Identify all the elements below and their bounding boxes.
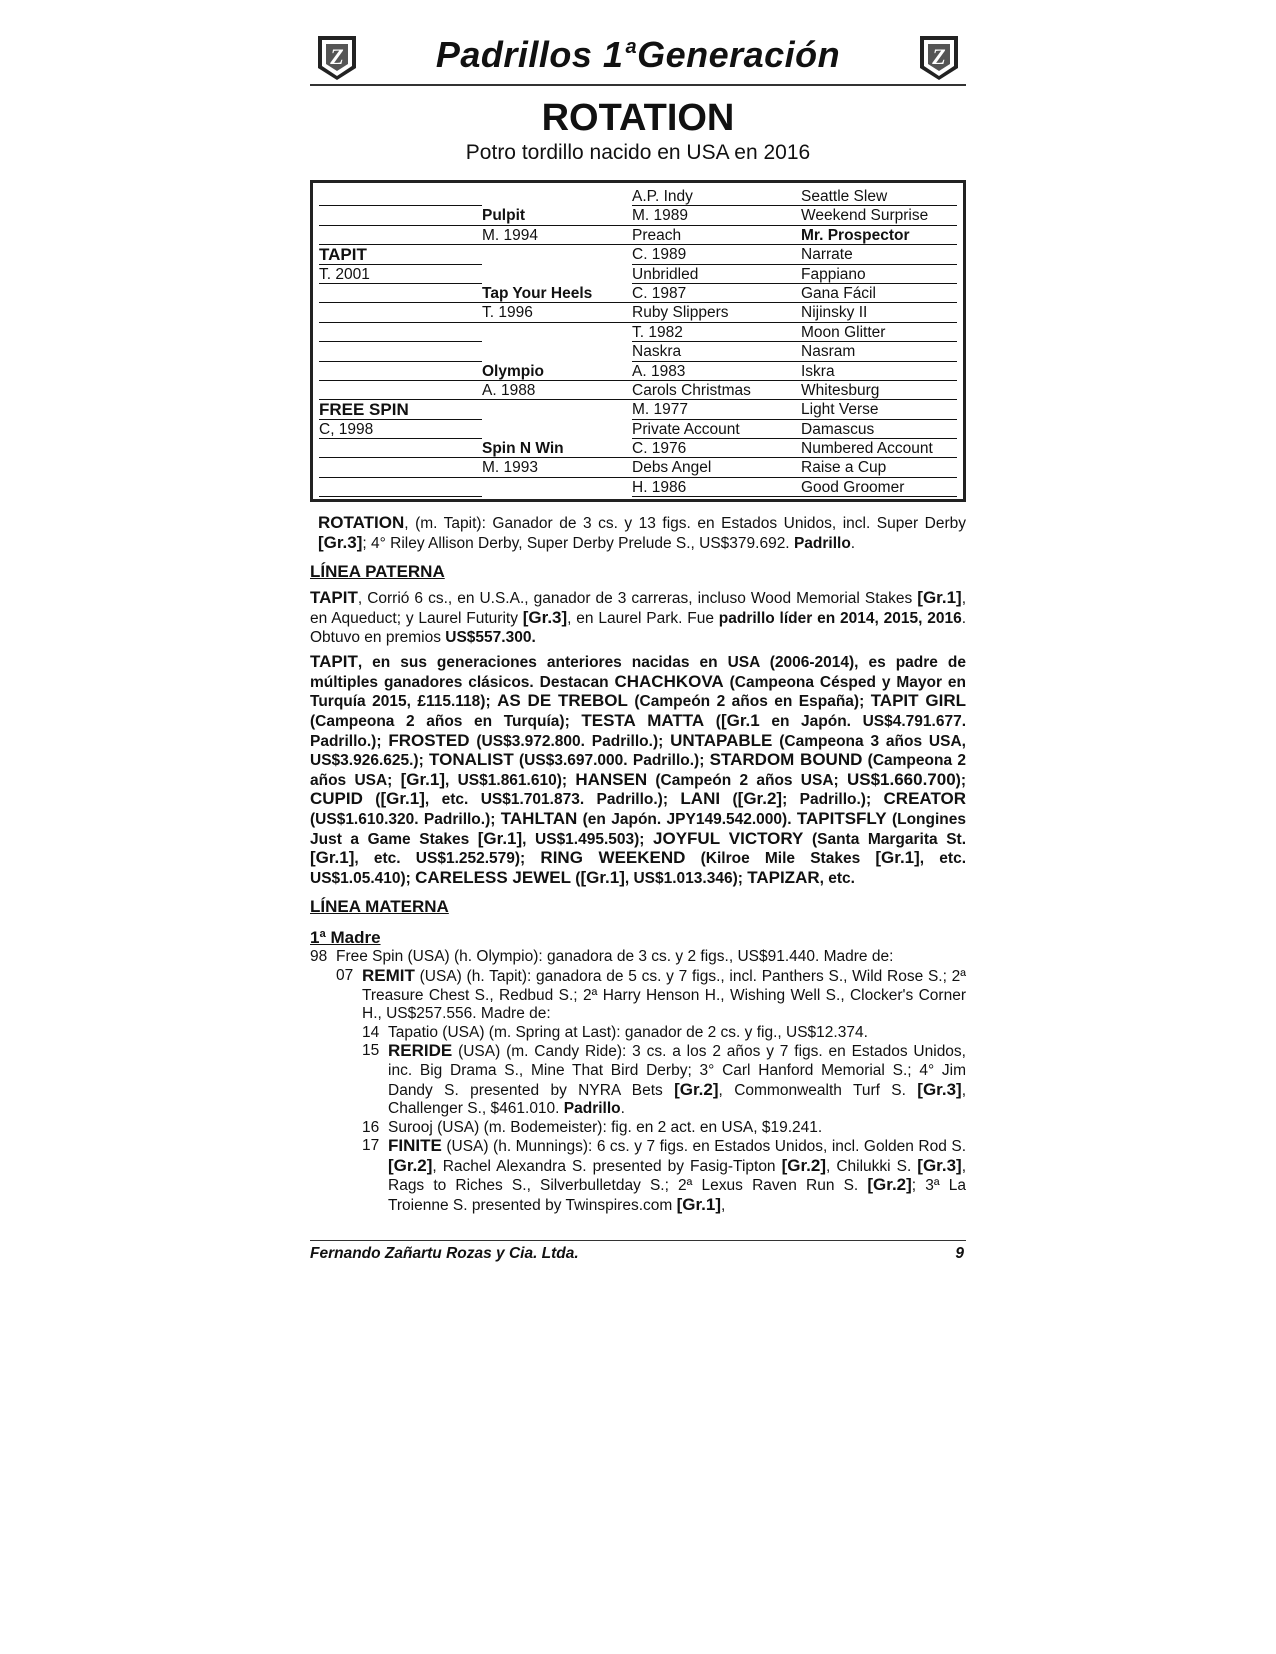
pedigree-cell: Iskra bbox=[801, 362, 957, 381]
paterna-paragraph-1 bbox=[310, 589, 966, 647]
offspring-name: CREATOR bbox=[883, 789, 967, 809]
text-segment: (Santa Margarita St. bbox=[803, 830, 966, 848]
pedigree-cell: M. 1993 bbox=[482, 458, 632, 477]
pedigree-cell bbox=[319, 458, 482, 477]
pedigree-cell: Private Account bbox=[632, 420, 801, 439]
pedigree-cell bbox=[319, 303, 482, 322]
entry-text bbox=[388, 1119, 966, 1138]
pedigree-cell: Damascus bbox=[801, 420, 957, 439]
entry-year: 15 bbox=[362, 1042, 380, 1060]
pedigree-cell bbox=[319, 323, 482, 342]
pedigree-cell: Ruby Slippers bbox=[632, 303, 801, 322]
pedigree-cell: Moon Glitter bbox=[801, 323, 957, 342]
text-segment: , US$1.013.346); bbox=[624, 869, 748, 887]
madre-entry bbox=[310, 948, 966, 967]
pedigree-cell: Fappiano bbox=[801, 265, 957, 284]
madre-entries bbox=[310, 948, 966, 1215]
offspring-name: HANSEN bbox=[575, 769, 648, 789]
page-header bbox=[310, 30, 966, 86]
text-segment: , bbox=[721, 1197, 726, 1215]
pedigree-cell: Weekend Surprise bbox=[801, 206, 957, 225]
text-segment: , Commonwealth Turf S. bbox=[718, 1081, 918, 1099]
pedigree-row bbox=[319, 458, 957, 477]
pedigree-cell: Good Groomer bbox=[801, 478, 957, 497]
offspring-name: CUPID bbox=[310, 789, 363, 809]
brand-logo-right bbox=[916, 34, 962, 82]
paterna-text-3: , en Laurel Park. Fue bbox=[567, 610, 719, 628]
intro-horse-name: ROTATION bbox=[318, 513, 405, 533]
text-segment: , etc. bbox=[819, 869, 855, 887]
text-segment: (Campeona Césped y Mayor en Turquía 2015, £115.118); bbox=[310, 673, 966, 711]
text-segment: ; 3ª La Troienne S. presented by Twinspires.com bbox=[388, 1177, 966, 1215]
text-segment: (Kilroe Mile Stakes bbox=[685, 850, 876, 868]
pedigree-row bbox=[319, 362, 957, 381]
pedigree-cell: C, 1998 bbox=[319, 420, 482, 439]
pedigree-cell bbox=[482, 187, 632, 206]
text-segment: (US$1.610.320. Padrillo.); bbox=[310, 810, 501, 828]
document-page bbox=[310, 30, 966, 1216]
pedigree-cell: FREE SPIN bbox=[319, 400, 482, 419]
entry-year: 17 bbox=[362, 1137, 380, 1155]
offspring-name: FROSTED bbox=[388, 730, 470, 750]
paterna-text-1: , Corrió 6 cs., en U.S.A., ganador de 3 carreras, incluso Wood Memorial Stakes bbox=[357, 590, 918, 608]
text-segment: , etc. US$1.252.579); bbox=[354, 850, 541, 868]
grade-label: [Gr.3] bbox=[917, 1079, 962, 1099]
pedigree-cell bbox=[319, 478, 482, 497]
pedigree-cell: Whitesburg bbox=[801, 381, 957, 400]
entry-year: 16 bbox=[362, 1118, 380, 1136]
pedigree-cell bbox=[319, 284, 482, 303]
offspring-name: AS DE TREBOL bbox=[497, 691, 628, 711]
pedigree-cell: Raise a Cup bbox=[801, 458, 957, 477]
text-segment: (Longines Just a Game Stakes bbox=[310, 810, 967, 848]
pedigree-row bbox=[319, 478, 957, 497]
pedigree-cell: Naskra bbox=[632, 342, 801, 361]
page-header-title bbox=[310, 34, 966, 76]
paterna-grade-2: [Gr.3] bbox=[522, 608, 568, 628]
grade-label: [Gr.1] bbox=[676, 1195, 722, 1215]
text-segment: , US$1.495.503); bbox=[522, 830, 654, 848]
pedigree-cell bbox=[482, 265, 632, 284]
offspring-name: TONALIST bbox=[429, 750, 514, 770]
pedigree-row bbox=[319, 439, 957, 458]
text-segment: , etc. US$1.701.873. Padrillo.); bbox=[424, 791, 681, 809]
pedigree-cell: C. 1989 bbox=[632, 245, 801, 264]
text-segment: , Chilukki S. bbox=[826, 1157, 918, 1175]
pedigree-cell: Narrate bbox=[801, 245, 957, 264]
pedigree-cell: Tap Your Heels bbox=[482, 284, 632, 303]
pedigree-cell bbox=[319, 342, 482, 361]
grade-label: [Gr.1 bbox=[720, 711, 760, 730]
offspring-name: CARELESS JEWEL bbox=[415, 867, 571, 887]
grade-label: [Gr.3] bbox=[917, 1155, 962, 1175]
pedigree-cell: A. 1988 bbox=[482, 381, 632, 400]
offspring-name: TAPITSFLY bbox=[796, 808, 887, 828]
text-segment: ( bbox=[704, 713, 721, 730]
footer-company: Fernando Zañartu Rozas y Cia. Ltda. bbox=[310, 1245, 579, 1262]
text-segment: (USA) (h. Munnings): 6 cs. y 7 figs. en Estados Unidos, incl. Golden Rod S. bbox=[441, 1138, 966, 1156]
page-footer bbox=[310, 1240, 966, 1263]
text-segment: Tapatio (USA) (m. Spring at Last): ganador de 2 cs. y fig., US$12.374. bbox=[388, 1023, 868, 1041]
entry-text bbox=[336, 948, 966, 967]
pedigree-row bbox=[319, 187, 957, 206]
offspring-name: STARDOM BOUND bbox=[709, 750, 863, 770]
pedigree-row bbox=[319, 323, 957, 342]
foal-name: RERIDE bbox=[388, 1041, 453, 1061]
grade-label: [Gr.1] bbox=[310, 848, 355, 868]
pedigree-cell bbox=[319, 206, 482, 225]
pedigree-row bbox=[319, 400, 957, 419]
text-segment: en Japón. US$4.791.677. Padrillo.); bbox=[310, 713, 967, 750]
entry-text bbox=[388, 1042, 966, 1118]
pedigree-row bbox=[319, 284, 957, 303]
pedigree-cell bbox=[319, 439, 482, 458]
pedigree-cell: Spin N Win bbox=[482, 439, 632, 458]
text-segment: (US$3.972.800. Padrillo.); bbox=[469, 732, 671, 750]
offspring-name: LANI bbox=[680, 789, 721, 809]
grade-label: [Gr.2] bbox=[388, 1155, 433, 1175]
pedigree-row bbox=[319, 226, 957, 245]
entry-text bbox=[388, 1024, 966, 1043]
foal-name: FINITE bbox=[388, 1136, 442, 1156]
offspring-name: JOYFUL VICTORY bbox=[653, 828, 804, 848]
offspring-name: TAPIZAR bbox=[747, 867, 820, 887]
pedigree-cell: Pulpit bbox=[482, 206, 632, 225]
intro-text-1: , (m. Tapit): Ganador de 3 cs. y 13 figs. en Estados Unidos, incl. Super Derby bbox=[404, 515, 966, 533]
entry-year: 98 bbox=[310, 948, 328, 966]
horse-name: ROTATION bbox=[541, 97, 735, 139]
pedigree-row bbox=[319, 342, 957, 361]
pedigree-cell: Olympio bbox=[482, 362, 632, 381]
text-segment: ( bbox=[362, 791, 381, 809]
madre-title: 1ª Madre bbox=[310, 928, 381, 948]
pedigree-row bbox=[319, 303, 957, 322]
pedigree-row bbox=[319, 206, 957, 225]
grade-label: US$1.660.700 bbox=[846, 769, 956, 789]
grade-label: [Gr.1] bbox=[380, 789, 425, 809]
text-segment: ( bbox=[720, 791, 738, 809]
offspring-name: RING WEEKEND bbox=[540, 848, 686, 868]
header-title-tail: Generación bbox=[637, 34, 841, 75]
section-title-materna: LÍNEA MATERNA bbox=[310, 897, 449, 917]
offspring-name: UNTAPABLE bbox=[670, 730, 773, 750]
offspring-name: TAHLTAN bbox=[500, 808, 578, 828]
pedigree-row bbox=[319, 245, 957, 264]
text-segment: (Campeona 2 años en Turquía); bbox=[310, 713, 582, 730]
grade-label: [Gr.2] bbox=[674, 1079, 719, 1099]
brand-logo-left-letter: Z bbox=[330, 44, 344, 69]
text-segment: . bbox=[620, 1100, 625, 1118]
offspring-name: TESTA MATTA bbox=[581, 711, 705, 730]
grade-label: [Gr.1] bbox=[580, 867, 625, 887]
text-segment: (USA) (h. Tapit): ganadora de 5 cs. y 7 figs., incl. Panthers S., Wild Rose S.; 2ª Treasure Chest S., Redbud S.; 2ª Harry Henson H., Wishing Well S., Clocker's Corner H., US$257.556. Madre de: bbox=[362, 967, 966, 1023]
grade-label: [Gr.1] bbox=[875, 848, 920, 868]
pedigree-cell bbox=[482, 245, 632, 264]
entry-year: 14 bbox=[362, 1023, 380, 1041]
pedigree-cell bbox=[482, 323, 632, 342]
pedigree-cell: T. 2001 bbox=[319, 265, 482, 284]
paterna-sire-name: TAPIT bbox=[310, 588, 358, 608]
text-segment: (USA) (m. Candy Ride): 3 cs. a los 2 años y 7 figs. en Estados Unidos, inc. Big Drama S., Mine That Bird Derby; 3° Carl Hanford Memorial S.; 4° Jim Dandy S. presented by NYRA Bets bbox=[388, 1043, 966, 1099]
grade-label: [Gr.1] bbox=[400, 769, 446, 789]
text-segment: (Campeona 2 años USA; bbox=[310, 752, 966, 789]
pedigree-cell bbox=[482, 420, 632, 439]
pedigree-cell bbox=[482, 342, 632, 361]
pedigree-cell: Mr. Prospector bbox=[801, 226, 957, 245]
grade-label: [Gr.2] bbox=[781, 1155, 826, 1175]
pedigree-cell bbox=[319, 362, 482, 381]
pedigree-cell: H. 1986 bbox=[632, 478, 801, 497]
grade-label: [Gr.1] bbox=[477, 828, 523, 848]
pedigree-cell bbox=[319, 187, 482, 206]
pedigree-cell: T. 1982 bbox=[632, 323, 801, 342]
offspring-name: TAPIT GIRL bbox=[870, 691, 966, 711]
pedigree-cell: Light Verse bbox=[801, 400, 957, 419]
offspring-name: TAPIT bbox=[310, 652, 358, 672]
intro-padrillo: Padrillo bbox=[793, 534, 851, 552]
intro-paragraph bbox=[310, 514, 966, 553]
entry-text bbox=[362, 967, 966, 1024]
intro-end: . bbox=[850, 534, 856, 552]
text-segment: (Campeón 2 años en España); bbox=[627, 693, 871, 711]
brand-logo-right-letter: Z bbox=[932, 44, 946, 69]
text-segment: ); bbox=[955, 771, 966, 789]
text-segment: Surooj (USA) (m. Bodemeister): fig. en 2 act. en USA, $19.241. bbox=[388, 1118, 823, 1136]
pedigree-cell: Preach bbox=[632, 226, 801, 245]
intro-grade: [Gr.3] bbox=[318, 532, 363, 552]
text-segment: Free Spin (USA) (h. Olympio): ganadora de 3 cs. y 2 figs., US$91.440. Madre de: bbox=[336, 948, 894, 966]
pedigree-cell: Numbered Account bbox=[801, 439, 957, 458]
paterna-paragraph-2 bbox=[310, 653, 966, 888]
pedigree-cell: Debs Angel bbox=[632, 458, 801, 477]
pedigree-cell: Unbridled bbox=[632, 265, 801, 284]
pedigree-row bbox=[319, 265, 957, 284]
text-segment: ( bbox=[570, 869, 581, 887]
madre-entry bbox=[336, 967, 966, 1024]
paterna-text-4: . Obtuvo en premios bbox=[310, 610, 966, 646]
pedigree-table bbox=[310, 180, 966, 502]
madre-entry bbox=[362, 1042, 966, 1118]
pedigree-cell bbox=[482, 478, 632, 497]
header-title-main: Padrillos 1 bbox=[435, 34, 624, 75]
grade-label: [Gr.2] bbox=[737, 789, 783, 809]
text-segment: , Rachel Alexandra S. presented by Fasig-Tipton bbox=[432, 1157, 782, 1175]
text-segment: , en sus generaciones anteriores nacidas en USA (2006-2014), es padre de múltiples ganadores clásicos. Destacan bbox=[310, 654, 966, 691]
pedigree-cell: T. 1996 bbox=[482, 303, 632, 322]
pedigree-row bbox=[319, 420, 957, 439]
text-segment: , US$1.861.610); bbox=[445, 771, 576, 789]
intro-text-2: ; 4° Riley Allison Derby, Super Derby Prelude S., US$379.692. bbox=[362, 534, 794, 552]
paterna-grade-1: [Gr.1] bbox=[917, 588, 962, 608]
madre-entry bbox=[362, 1119, 966, 1138]
pedigree-cell: TAPIT bbox=[319, 245, 482, 264]
foal-name: REMIT bbox=[362, 965, 415, 985]
paterna-text-2: , en Aqueduct; y Laurel Futurity bbox=[310, 590, 966, 628]
text-segment: (Campeón 2 años USA; bbox=[647, 771, 847, 789]
pedigree-cell: Nijinsky II bbox=[801, 303, 957, 322]
pedigree-cell: A. 1983 bbox=[632, 362, 801, 381]
text-segment: (US$3.697.000. Padrillo.); bbox=[513, 752, 710, 770]
entry-text bbox=[388, 1137, 966, 1215]
footer-page-number: 9 bbox=[955, 1245, 964, 1262]
text-segment: , etc. US$1.05.410); bbox=[310, 850, 966, 887]
madre-entry bbox=[362, 1024, 966, 1043]
pedigree-cell: M. 1989 bbox=[632, 206, 801, 225]
text-segment: (en Japón. JPY149.542.000). bbox=[577, 810, 797, 828]
entry-year: 07 bbox=[336, 966, 354, 984]
pedigree-cell: M. 1994 bbox=[482, 226, 632, 245]
horse-description: Potro tordillo nacido en USA en 2016 bbox=[465, 141, 811, 164]
pedigree-cell: C. 1976 bbox=[632, 439, 801, 458]
pedigree-cell: Gana Fácil bbox=[801, 284, 957, 303]
header-title-sup: a bbox=[625, 36, 638, 58]
pedigree-cell: Carols Christmas bbox=[632, 381, 801, 400]
paterna-earnings: US$557.300. bbox=[445, 628, 536, 646]
pedigree-cell: Seattle Slew bbox=[801, 187, 957, 206]
pedigree-cell: Nasram bbox=[801, 342, 957, 361]
text-segment: , Challenger S., $461.010. bbox=[388, 1081, 967, 1118]
pedigree-row bbox=[319, 381, 957, 400]
pedigree-cell: C. 1987 bbox=[632, 284, 801, 303]
text-segment: ; Padrillo.); bbox=[782, 791, 884, 809]
pedigree-cell: M. 1977 bbox=[632, 400, 801, 419]
section-title-paterna: LÍNEA PATERNA bbox=[310, 562, 445, 582]
text-segment: (Campeona 3 años USA, US$3.926.625.); bbox=[310, 732, 966, 770]
text-segment: , Rags to Riches S., Silverbulletday S.; 2ª Lexus Raven Run S. bbox=[388, 1157, 967, 1195]
paterna-leader-years: padrillo líder en 2014, 2015, 2016 bbox=[718, 610, 962, 628]
text-segment: Padrillo bbox=[563, 1100, 621, 1118]
grade-label: [Gr.2] bbox=[867, 1175, 912, 1195]
pedigree-cell bbox=[319, 381, 482, 400]
offspring-name: CHACHKOVA bbox=[614, 671, 724, 691]
pedigree-cell bbox=[482, 400, 632, 419]
pedigree-cell: A.P. Indy bbox=[632, 187, 801, 206]
madre-entry bbox=[362, 1137, 966, 1215]
pedigree-cell bbox=[319, 226, 482, 245]
